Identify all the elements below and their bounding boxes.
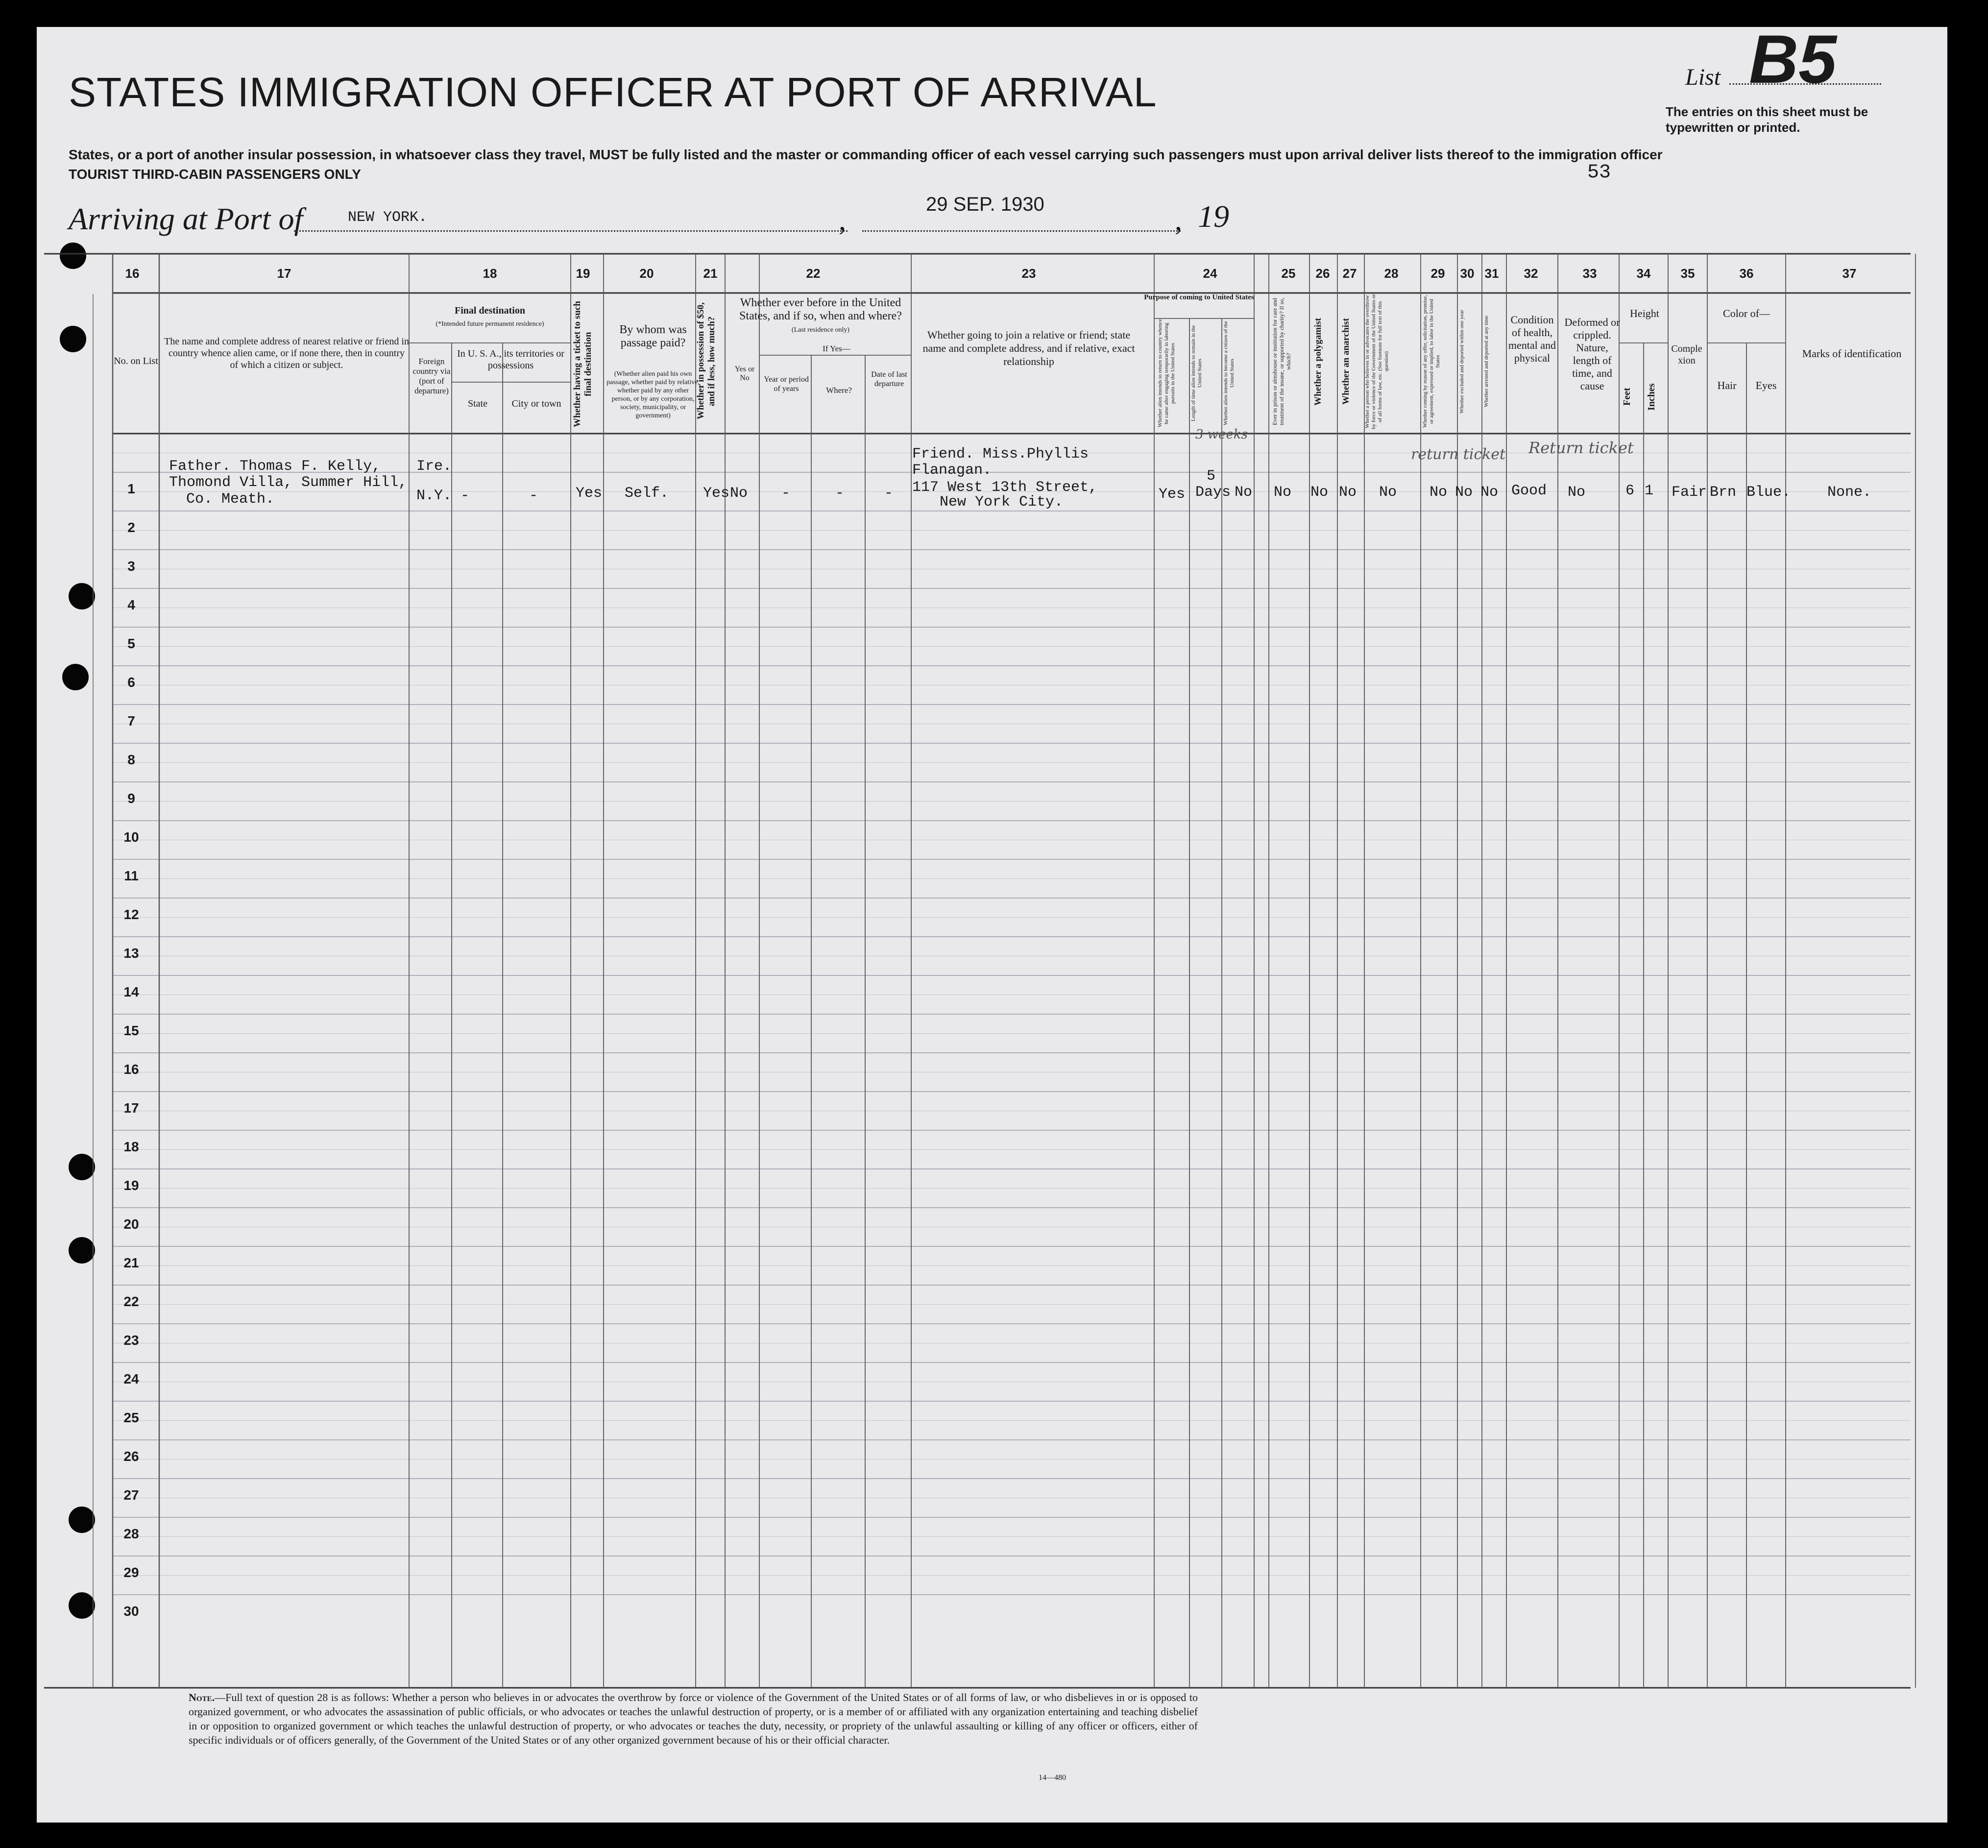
entry-inches: 1 bbox=[1645, 483, 1654, 499]
header-no-on-list: No. on List bbox=[114, 356, 158, 366]
entry-feet: 6 bbox=[1625, 483, 1635, 499]
entry-purpose-length-num: 5 bbox=[1207, 468, 1216, 485]
header-q30: Whether excluded and deported within one year bbox=[1459, 310, 1465, 413]
entry-join-line4: New York City. bbox=[940, 494, 1064, 511]
form-title: STATES IMMIGRATION OFFICER AT PORT OF ARRIVAL bbox=[69, 69, 1157, 115]
row-number: 26 bbox=[123, 1449, 139, 1464]
column-number: 37 bbox=[1842, 266, 1857, 281]
row-number: 20 bbox=[123, 1216, 139, 1232]
separator: , bbox=[1175, 204, 1182, 236]
entry-city: - bbox=[529, 487, 538, 504]
row-number: 1 bbox=[127, 481, 135, 496]
row-number: 11 bbox=[124, 868, 139, 883]
entry-purpose-return: Yes bbox=[1159, 486, 1186, 503]
header-final-destination-note: (*Intended future permanent residence) bbox=[436, 320, 544, 328]
entry-prison: No bbox=[1274, 484, 1292, 501]
header-state: State bbox=[468, 398, 487, 409]
header-where: Where? bbox=[826, 386, 852, 395]
row-number: 5 bbox=[127, 636, 135, 651]
row-number: 13 bbox=[123, 946, 139, 961]
column-number: 27 bbox=[1342, 266, 1357, 281]
entry-relative-line1: Father. Thomas F. Kelly, bbox=[169, 458, 381, 475]
row-number: 14 bbox=[123, 984, 139, 999]
header-marks: Marks of identification bbox=[1802, 347, 1902, 360]
header-year-period: Year or period of years bbox=[764, 375, 809, 393]
handwritten-return-ticket: return ticket bbox=[1411, 446, 1506, 463]
header-if-yes: If Yes— bbox=[823, 344, 850, 353]
row-number: 10 bbox=[123, 829, 139, 845]
header-yes-or-no: Yes or No bbox=[734, 365, 755, 382]
footnote-question-28 bbox=[189, 1690, 1198, 1747]
entry-hair: Brn bbox=[1710, 484, 1737, 501]
column-number: 33 bbox=[1582, 266, 1597, 281]
header-passage-note: (Whether alien paid his own passage, whether paid by relative, whether paid by any other person, or by any corporation, society, municipality, or government) bbox=[606, 370, 700, 419]
header-complexion: Complexion bbox=[1671, 343, 1702, 366]
list-label: List bbox=[1685, 64, 1721, 90]
column-number: 20 bbox=[639, 266, 654, 281]
column-number: 22 bbox=[806, 266, 821, 281]
header-join-relative: Whether going to join a relative or friend; state name and complete address, and if relative, exact relationship bbox=[922, 329, 1135, 367]
row-number: 24 bbox=[123, 1371, 139, 1386]
entry-passage: Self. bbox=[625, 485, 669, 502]
entry-anarchist: No bbox=[1339, 484, 1357, 501]
year-prefix: 19 bbox=[1198, 199, 1229, 234]
entry-q31: No bbox=[1480, 484, 1499, 501]
header-city: City or town bbox=[511, 398, 561, 409]
column-number: 17 bbox=[277, 266, 291, 281]
header-in-usa: In U. S. A., its territories or possessions bbox=[457, 348, 564, 371]
header-polygamist: Whether a polygamist bbox=[1313, 317, 1323, 406]
column-number: 32 bbox=[1524, 266, 1538, 281]
row-number: 6 bbox=[127, 675, 135, 690]
entry-q29: No bbox=[1430, 484, 1448, 501]
row-number: 4 bbox=[127, 597, 135, 612]
header-purpose-return: Whether alien intends to return to country whence he came after engaging temporarily in laboring pursuits in the United States bbox=[1157, 319, 1176, 428]
header-anarchist: Whether an anarchist bbox=[1341, 318, 1351, 405]
row-number: 25 bbox=[123, 1410, 139, 1425]
column-number: 16 bbox=[125, 266, 140, 281]
row-number: 17 bbox=[123, 1100, 139, 1116]
entry-fifty: Yes bbox=[703, 485, 730, 502]
form-code: 14—480 bbox=[1039, 1774, 1066, 1782]
entry-relative-line3: Co. Meath. bbox=[186, 491, 275, 508]
header-prison: Ever in prison or almshouse or institution for care and treatment of the insane, or supported by charity? If so, which? bbox=[1271, 297, 1292, 426]
header-q28: Whether a person who believes in or advocates the overthrow by force or violence of the Government of the United States or of all forms of law, etc. (See footnote for full text of this question) bbox=[1364, 294, 1389, 429]
header-q29: Whether coming by reason of any offer, solicitation, promise, or agreement, expressed or implied, to labor in the United States bbox=[1422, 295, 1441, 428]
entry-departure: - bbox=[884, 485, 894, 502]
header-purpose-citizen: Whether alien intends to become a citizen of the United States bbox=[1223, 321, 1235, 426]
column-number: 24 bbox=[1203, 266, 1217, 281]
entry-before: No bbox=[730, 485, 748, 502]
header-foreign-country: Foreign country via (port of departure) bbox=[412, 357, 451, 395]
entry-complexion: Fair bbox=[1672, 484, 1707, 501]
entry-relative-line2: Thomond Villa, Summer Hill, bbox=[169, 474, 408, 491]
entry-ticket: Yes bbox=[576, 485, 603, 502]
footnote-text: —Full text of question 28 is as follows: Whether a person who believes in or advocates the overthrow by force or violence of the Government of the United States or of all forms of law, or who disbelieves in or is opposed to organized government, or who advocates the assassination of public officials, or who advocates or teaches the unlawful destruction of property, or is a member of or affiliated with any organization entertaining and teaching disbelief in or opposition to organized government or which teaches the unlawful destruction of property, or who advocates or teaches the duty, necessity, or propriety of the unlawful assaulting or killing of any officer or officers, either of specific individuals or of officers generally, of the Government of the United States or of any other organized government because of his or their official character. bbox=[189, 1691, 1198, 1746]
header-last-residence: (Last residence only) bbox=[791, 326, 850, 334]
row-number: 12 bbox=[123, 907, 139, 922]
entry-polygamist: No bbox=[1310, 484, 1329, 501]
header-final-destination: Final destination bbox=[455, 305, 525, 316]
entry-port: N.Y. bbox=[416, 487, 452, 504]
column-number: 34 bbox=[1636, 266, 1651, 281]
header-date-departure: Date of last departure bbox=[871, 370, 907, 388]
row-number: 22 bbox=[123, 1294, 139, 1309]
entry-state: - bbox=[461, 487, 470, 504]
header-feet: Feet bbox=[1622, 388, 1632, 406]
column-number: 36 bbox=[1739, 266, 1754, 281]
header-deformed: Deformed or crippled. Nature, length of time, and cause bbox=[1564, 316, 1620, 392]
passenger-class: TOURIST THIRD-CABIN PASSENGERS ONLY bbox=[69, 167, 361, 182]
header-condition: Condition of health, mental and physical bbox=[1508, 314, 1556, 364]
row-number: 15 bbox=[123, 1023, 139, 1038]
entry-purpose-length: Days bbox=[1195, 484, 1231, 501]
row-number: 29 bbox=[123, 1565, 139, 1580]
header-inches: Inches bbox=[1646, 383, 1657, 411]
header-height: Height bbox=[1630, 307, 1659, 319]
entry-foreign-country: Ire. bbox=[416, 458, 452, 475]
column-number: 23 bbox=[1021, 266, 1036, 281]
handwritten-duration: 3 weeks bbox=[1195, 427, 1248, 442]
entry-purpose-citizen: No bbox=[1235, 484, 1253, 501]
arrival-date-stamp: 29 SEP. 1930 bbox=[926, 194, 1044, 215]
entries-note: The entries on this sheet must be typewritten or printed. bbox=[1666, 104, 1868, 135]
footnote-lead: Note. bbox=[189, 1691, 215, 1703]
header-color-of: Color of— bbox=[1723, 307, 1770, 319]
row-number: 9 bbox=[127, 791, 135, 806]
entry-q28: No bbox=[1379, 484, 1397, 501]
entry-condition: Good bbox=[1511, 483, 1547, 499]
entry-join-line1: Friend. Miss.Phyllis bbox=[912, 446, 1089, 462]
row-number: 2 bbox=[127, 520, 135, 535]
entry-year: - bbox=[781, 485, 791, 502]
header-fifty-dollars: Whether in possession of $50, and if less, how much? bbox=[696, 302, 717, 420]
column-number: 26 bbox=[1315, 266, 1330, 281]
row-number: 19 bbox=[123, 1178, 139, 1193]
row-number: 8 bbox=[127, 752, 135, 767]
header-passage-paid: By whom was passage paid? bbox=[619, 323, 687, 349]
row-number: 21 bbox=[123, 1255, 139, 1270]
form-subtitle: States, or a port of another insular possession, in whatsoever class they travel, MUST be fully listed and the master or commanding officer of each vessel carrying such passengers must upon arrival deliver lists thereof to the immigration officer bbox=[69, 147, 1663, 162]
row-number: 23 bbox=[123, 1333, 139, 1348]
header-eyes: Eyes bbox=[1755, 379, 1777, 391]
column-number: 19 bbox=[576, 266, 590, 281]
port-value: NEW YORK. bbox=[348, 209, 428, 226]
page-number: 53 bbox=[1587, 162, 1611, 184]
column-number: 30 bbox=[1460, 266, 1475, 281]
row-number: 18 bbox=[123, 1139, 139, 1154]
entry-eyes: Blue. bbox=[1746, 484, 1791, 501]
column-number: 28 bbox=[1384, 266, 1399, 281]
entry-deformed: No bbox=[1568, 484, 1586, 501]
column-number: 21 bbox=[703, 266, 718, 281]
separator: , bbox=[839, 204, 846, 236]
row-number: 30 bbox=[123, 1604, 139, 1619]
header-nearest-relative: The name and complete address of nearest relative or friend in country whence alien came, or if none there, then in country of which a citizen or subject. bbox=[164, 336, 409, 370]
header-purpose-length: Length of time alien intends to remain in the United States bbox=[1190, 325, 1203, 422]
port-label: Arriving at Port of bbox=[69, 201, 303, 236]
column-number: 18 bbox=[483, 266, 497, 281]
row-number: 16 bbox=[123, 1062, 139, 1077]
row-number: 7 bbox=[127, 713, 135, 729]
entry-q30: No bbox=[1455, 484, 1473, 501]
handwritten-return-ticket-2: Return ticket bbox=[1528, 438, 1634, 457]
column-number: 35 bbox=[1680, 266, 1695, 281]
column-number: 29 bbox=[1430, 266, 1445, 281]
header-purpose: Purpose of coming to United States bbox=[1144, 293, 1254, 301]
entry-join-line2: Flanagan. bbox=[912, 462, 992, 479]
column-number: 25 bbox=[1281, 266, 1296, 281]
entry-where: - bbox=[835, 485, 845, 502]
column-number: 31 bbox=[1484, 266, 1499, 281]
entry-marks: None. bbox=[1827, 484, 1872, 501]
entry-join-line3: 117 West 13th Street, bbox=[912, 479, 1098, 496]
row-number: 3 bbox=[127, 559, 135, 574]
list-number: B5 bbox=[1749, 21, 1837, 97]
header-ticket: Whether having a ticket to such final destination bbox=[572, 301, 593, 427]
header-hair: Hair bbox=[1717, 379, 1737, 391]
row-number: 27 bbox=[123, 1487, 139, 1503]
header-before-in-us: Whether ever before in the United States, and if so, when and where? bbox=[739, 296, 902, 322]
header-q31: Whether arrested and deported at any time bbox=[1483, 316, 1489, 408]
row-number: 28 bbox=[123, 1526, 139, 1541]
